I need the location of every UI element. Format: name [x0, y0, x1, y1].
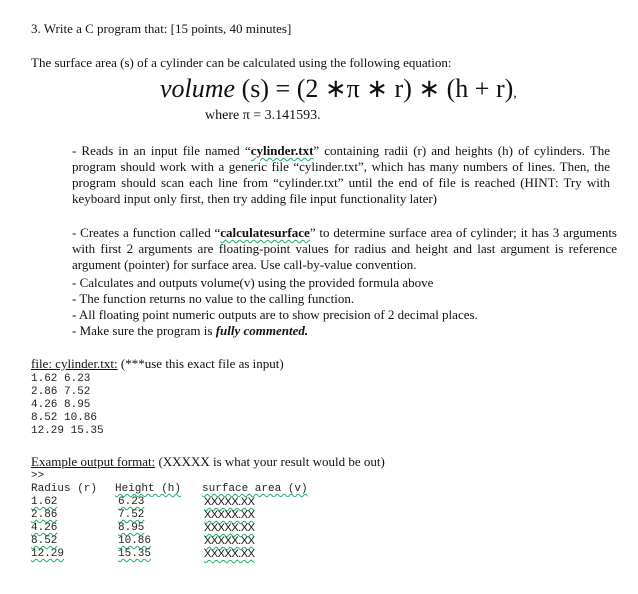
output-height: 6.23	[118, 496, 145, 508]
intro-text: The surface area (s) of a cylinder can be calculated using the following equation:	[31, 55, 452, 70]
bullet-create-function	[72, 225, 617, 273]
output-surface: XXXXX.XX	[204, 522, 255, 534]
output-header-radius: Radius (r)	[31, 483, 98, 495]
bullet-bold: calculatesurface	[220, 225, 310, 240]
bullet-precision: - All floating point numeric outputs are to show precision of 2 decimal places.	[72, 307, 478, 322]
file-line: 12.29 15.35	[31, 425, 104, 437]
bullet-text: ” containing radii (r) and heights (h) of cylinders. The program should work with a generic file “cylinder.txt”, which has many numbers of lines. Then, the program should scan each line from “cylinder.txt” until the end of file is reached (HINT: Try with keyboard input only first, then try adding file input functionality later)	[72, 143, 610, 206]
file-note: (***use this exact file as input)	[120, 356, 284, 371]
output-radius: 2.86	[31, 509, 58, 521]
output-radius: 8.52	[31, 535, 58, 547]
output-radius: 4.26	[31, 522, 58, 534]
bullet-text: - Creates a function called “	[72, 225, 221, 240]
bullet-bold: cylinder.txt	[250, 143, 314, 158]
equation-trailing: ,	[513, 86, 517, 101]
equation-where: where π = 3.141593.	[205, 108, 321, 123]
bullet-text: - Reads in an input file named “	[72, 143, 251, 158]
output-surface: XXXXX.XX	[204, 509, 255, 521]
bullet-text: ” to determine surface area of cylinder; it has 3 arguments with first 2 arguments are floating-point values for radius and height and last argument is reference argument (pointer) for surface area. Use call-by-value convention.	[72, 225, 617, 272]
bullet-bold-italic: fully commented.	[215, 323, 309, 338]
example-note: (XXXXX is what your result would be out)	[158, 454, 385, 469]
equation-lhs-var: (s)	[241, 74, 270, 103]
bullet-commented	[72, 323, 308, 339]
equation	[160, 74, 517, 109]
file-line: 8.52 10.86	[31, 412, 98, 424]
output-surface: XXXXX.XX	[204, 535, 255, 547]
output-height: 10.86	[118, 535, 152, 547]
example-label-line	[31, 454, 385, 470]
output-surface: XXXXX.XX	[204, 496, 255, 508]
output-header-surface: surface area (v)	[202, 483, 308, 495]
output-height: 8.95	[118, 522, 145, 534]
output-radius: 12.29	[31, 548, 65, 560]
bullet-returns: - The function returns no value to the calling function.	[72, 291, 355, 306]
equation-lhs-word: volume	[160, 74, 236, 103]
bullet-read-file	[72, 143, 610, 207]
output-header-height: Height (h)	[115, 483, 182, 495]
equation-rhs: = (2 ∗π ∗ r) ∗ (h + r)	[275, 74, 514, 103]
example-label: Example output format:	[31, 454, 156, 469]
file-line: 4.26 8.95	[31, 399, 91, 411]
output-surface: XXXXX.XX	[204, 548, 255, 560]
output-radius: 1.62	[31, 496, 58, 508]
file-line: 1.62 6.23	[31, 373, 91, 385]
file-line: 2.86 7.52	[31, 386, 91, 398]
question-heading: 3. Write a C program that: [15 points, 40 minutes]	[31, 21, 292, 36]
file-label-line	[31, 356, 284, 372]
output-height: 15.35	[118, 548, 152, 560]
file-label: file: cylinder.txt:	[31, 356, 118, 371]
bullet-text: - Make sure the program is	[72, 323, 216, 338]
prompt: >>	[31, 470, 45, 482]
bullet-calculates: - Calculates and outputs volume(v) using the provided formula above	[72, 275, 434, 290]
output-height: 7.52	[118, 509, 145, 521]
